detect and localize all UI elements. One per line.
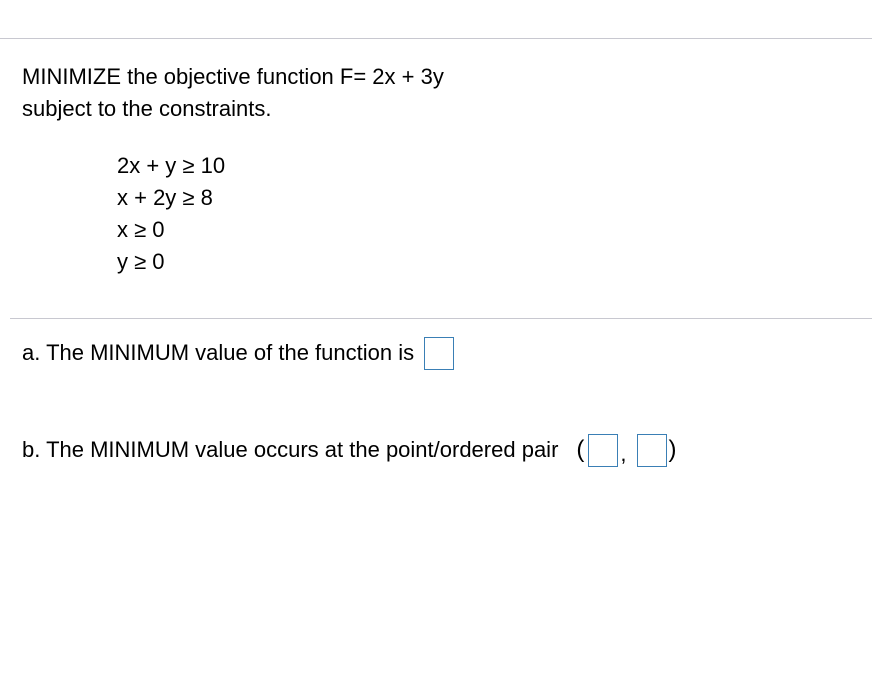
y-coordinate-input[interactable] [637,434,667,467]
top-divider [0,38,872,39]
constraints-list [117,150,225,278]
x-coordinate-input[interactable] [588,434,618,467]
constraint-2: x + 2y ≥ 8 [117,185,213,210]
close-paren: ) [668,436,677,463]
subject-to-line: subject to the constraints. [22,96,272,121]
open-paren: ( [576,436,585,463]
constraint-1: 2x + y ≥ 10 [117,153,226,178]
minimum-value-input[interactable] [424,337,454,370]
constraint-3: x ≥ 0 [117,217,165,242]
constraint-4: y ≥ 0 [117,249,165,274]
question-b [22,432,677,468]
section-divider [10,318,872,319]
comma-separator: , [620,441,627,466]
question-b-label: b. The MINIMUM value occurs at the point/ordered pair [22,437,559,462]
question-a-label: a. The MINIMUM value of the function is [22,340,415,365]
objective-line: MINIMIZE the objective function F= 2x + 3y [22,64,444,89]
question-a [22,335,454,371]
problem-statement [22,61,444,125]
